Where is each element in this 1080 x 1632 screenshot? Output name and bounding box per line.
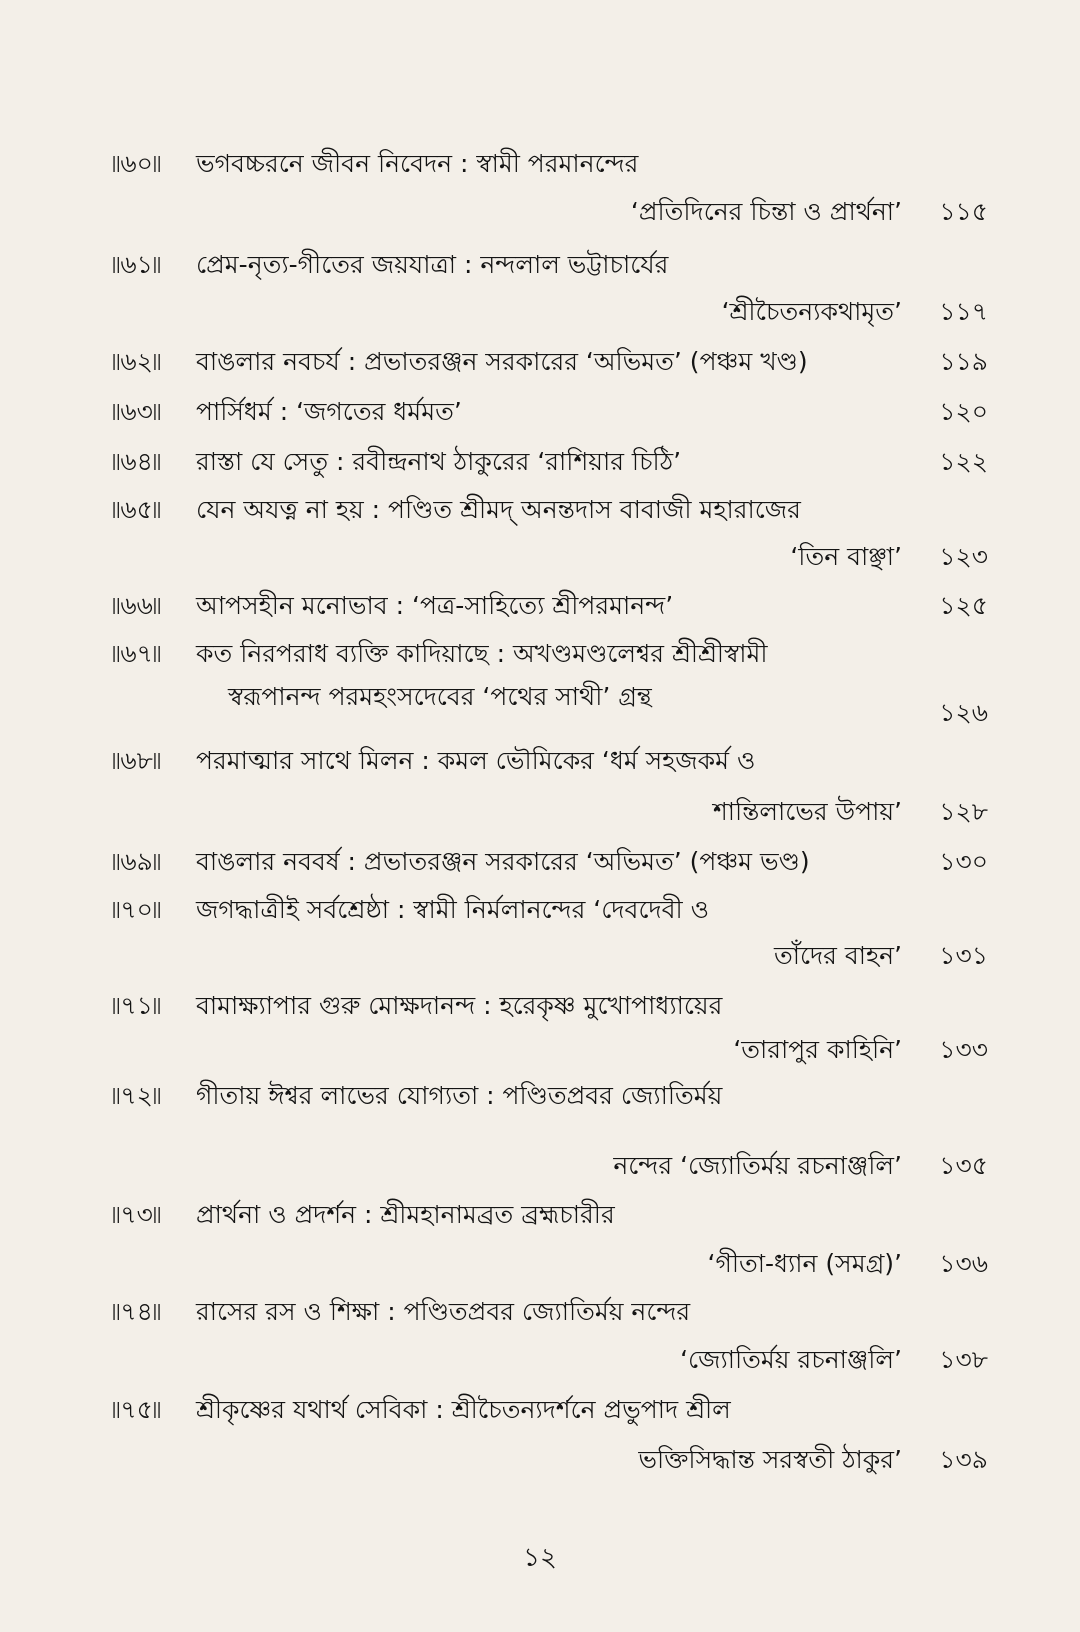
toc-entry-65 [0,490,1080,530]
entry-title-continuation: ‘প্রতিদিনের চিন্তা ও প্রার্থনা’ [630,197,902,226]
entry-title: রাস্তা যে সেতু : রবীন্দ্রনাথ ঠাকুরের ‘রাশিয়ার চিঠি’ [196,447,682,476]
toc-entry-71 [0,986,1080,1026]
entry-page-number: ১২৫ [939,591,988,620]
entry-title: রাসের রস ও শিক্ষা : পণ্ডিতপ্রবর জ্যোতির্ময় নন্দের [196,1297,691,1326]
entry-number: ৷৷৬৭৷৷ [112,639,162,668]
entry-title-continuation: ‘শ্রীচৈতন্যকথামৃত’ [721,297,902,326]
toc-entry-73-cont [0,1244,1080,1284]
entry-title: বামাক্ষ্যাপার গুরু মোক্ষদানন্দ : হরেকৃষ্ণ মুখোপাধ্যায়ের [196,991,723,1020]
entry-number: ৷৷৭০৷৷ [112,895,162,924]
entry-page-number: ১৩৬ [939,1249,988,1278]
entry-number: ৷৷৬৫৷৷ [112,495,162,524]
entry-title: বাঙলার নবচর্য : প্রভাতরঞ্জন সরকারের ‘অভিমত’ (পঞ্চম খণ্ড) [196,347,808,376]
entry-number: ৷৷৬০৷৷ [112,149,162,178]
toc-entry-75-cont [0,1440,1080,1480]
toc-entry-60-cont [0,192,1080,232]
entry-page-number: ১২০ [939,397,988,426]
toc-entry-70-cont [0,936,1080,976]
toc-entry-64 [0,442,1080,482]
toc-entry-61 [0,245,1080,285]
entry-title-continuation: শান্তিলাভের উপায়’ [712,797,902,826]
entry-title-continuation: নন্দের ‘জ্যোতির্ময় রচনাঞ্জলি’ [613,1151,902,1180]
entry-title-continuation: ভক্তিসিদ্ধান্ত সরস্বতী ঠাকুর’ [638,1445,902,1474]
entry-title: শ্রীকৃষ্ণের যথার্থ সেবিকা : শ্রীচৈতন্যদর্শনে প্রভুপাদ শ্রীল [196,1395,731,1424]
entry-number: ৷৷৬৬৷৷ [112,591,162,620]
entry-number: ৷৷৬৮৷৷ [112,746,162,775]
page-number: ১২ [523,1543,557,1573]
entry-title: ভগবচ্চরনে জীবন নিবেদন : স্বামী পরমানন্দের [196,149,639,178]
entry-title: গীতায় ঈশ্বর লাভের যোগ্যতা : পণ্ডিতপ্রবর জ্যোতির্ময় [196,1081,723,1110]
entry-page-number: ১৩১ [939,941,988,970]
entry-title: কত নিরপরাধ ব্যক্তি কাদিয়াছে : অখণ্ডমণ্ডলেশ্বর শ্রীশ্রীস্বামী [196,639,768,668]
entry-title-continuation: ‘তারাপুর কাহিনি’ [733,1035,902,1064]
toc-entry-70 [0,890,1080,930]
toc-entry-62 [0,342,1080,382]
entry-title-continuation: ‘জ্যোতির্ময় রচনাঞ্জলি’ [680,1345,902,1374]
toc-entry-63 [0,392,1080,432]
toc-entry-60 [0,144,1080,184]
toc-entry-73 [0,1195,1080,1235]
entry-page-number: ১৩৮ [939,1345,988,1374]
entry-title: যেন অযত্ন না হয় : পণ্ডিত শ্রীমদ্ অনন্তদাস বাবাজী মহারাজের [196,495,801,524]
entry-page-number: ১৩৫ [939,1151,988,1180]
entry-number: ৷৷৬১৷৷ [112,250,162,279]
toc-entry-65-cont [0,537,1080,577]
toc-entry-66 [0,586,1080,626]
entry-number: ৷৷৬২৷৷ [112,347,162,376]
entry-page-number: ১৩৯ [939,1445,988,1474]
toc-entry-72 [0,1076,1080,1116]
entry-title-line-2: স্বরূপানন্দ পরমহংসদেবের ‘পথের সাথী’ গ্রন্থ [228,682,652,711]
entry-page-number: ১২৩ [939,542,988,571]
toc-entry-68-cont [0,792,1080,832]
entry-page-number: ১২২ [939,447,988,476]
entry-number: ৷৷৭২৷৷ [112,1081,162,1110]
toc-entry-71-cont [0,1030,1080,1070]
toc-entry-75 [0,1390,1080,1430]
entry-number: ৷৷৭৩৷৷ [112,1200,162,1229]
entry-number: ৷৷৬৪৷৷ [112,447,162,476]
entry-page-number: ১১৯ [939,347,988,376]
toc-entry-61-cont [0,292,1080,332]
entry-title: প্রেম-নৃত্য-গীতের জয়যাত্রা : নন্দলাল ভট্টাচার্যের [196,250,669,279]
entry-number: ৷৷৬৯৷৷ [112,847,162,876]
entry-page-number: ১৩০ [939,847,988,876]
toc-entry-72-cont [0,1146,1080,1186]
entry-page-number: ১১৫ [939,197,988,226]
toc-entry-67-page [0,693,1080,733]
entry-page-number: ১৩৩ [939,1035,988,1064]
entry-number: ৷৷৭১৷৷ [112,991,162,1020]
entry-title: আপসহীন মনোভাব : ‘পত্র-সাহিত্যে শ্রীপরমানন্দ’ [196,591,674,620]
entry-title: জগদ্ধাত্রীই সর্বশ্রেষ্ঠা : স্বামী নির্মলানন্দের ‘দেবদেবী ও [196,895,710,924]
toc-entry-68 [0,741,1080,781]
entry-title: বাঙলার নববর্ষ : প্রভাতরঞ্জন সরকারের ‘অভিমত’ (পঞ্চম ভণ্ড) [196,847,810,876]
toc-entry-69 [0,842,1080,882]
entry-title-continuation: ‘তিন বাঞ্ছা’ [790,542,902,571]
entry-title: প্রার্থনা ও প্রদর্শন : শ্রীমহানামব্রত ব্রহ্মচারীর [196,1200,615,1229]
entry-title: পরমাত্মার সাথে মিলন : কমল ভৌমিকের ‘ধর্ম সহজকর্ম ও [196,746,756,775]
toc-entry-74 [0,1292,1080,1332]
entry-title-continuation: ‘গীতা-ধ্যান (সমগ্র)’ [707,1249,902,1278]
entry-page-number: ১২৬ [939,698,988,727]
entry-page-number: ১২৮ [939,797,988,826]
entry-number: ৷৷৬৩৷৷ [112,397,162,426]
toc-entry-67 [0,634,1080,674]
entry-title: পার্সিধর্ম : ‘জগতের ধর্মমত’ [196,397,462,426]
entry-page-number: ১১৭ [939,297,988,326]
entry-number: ৷৷৭৪৷৷ [112,1297,162,1326]
toc-entry-74-cont [0,1340,1080,1380]
entry-title-continuation: তাঁদের বাহন’ [773,941,902,970]
entry-number: ৷৷৭৫৷৷ [112,1395,162,1424]
